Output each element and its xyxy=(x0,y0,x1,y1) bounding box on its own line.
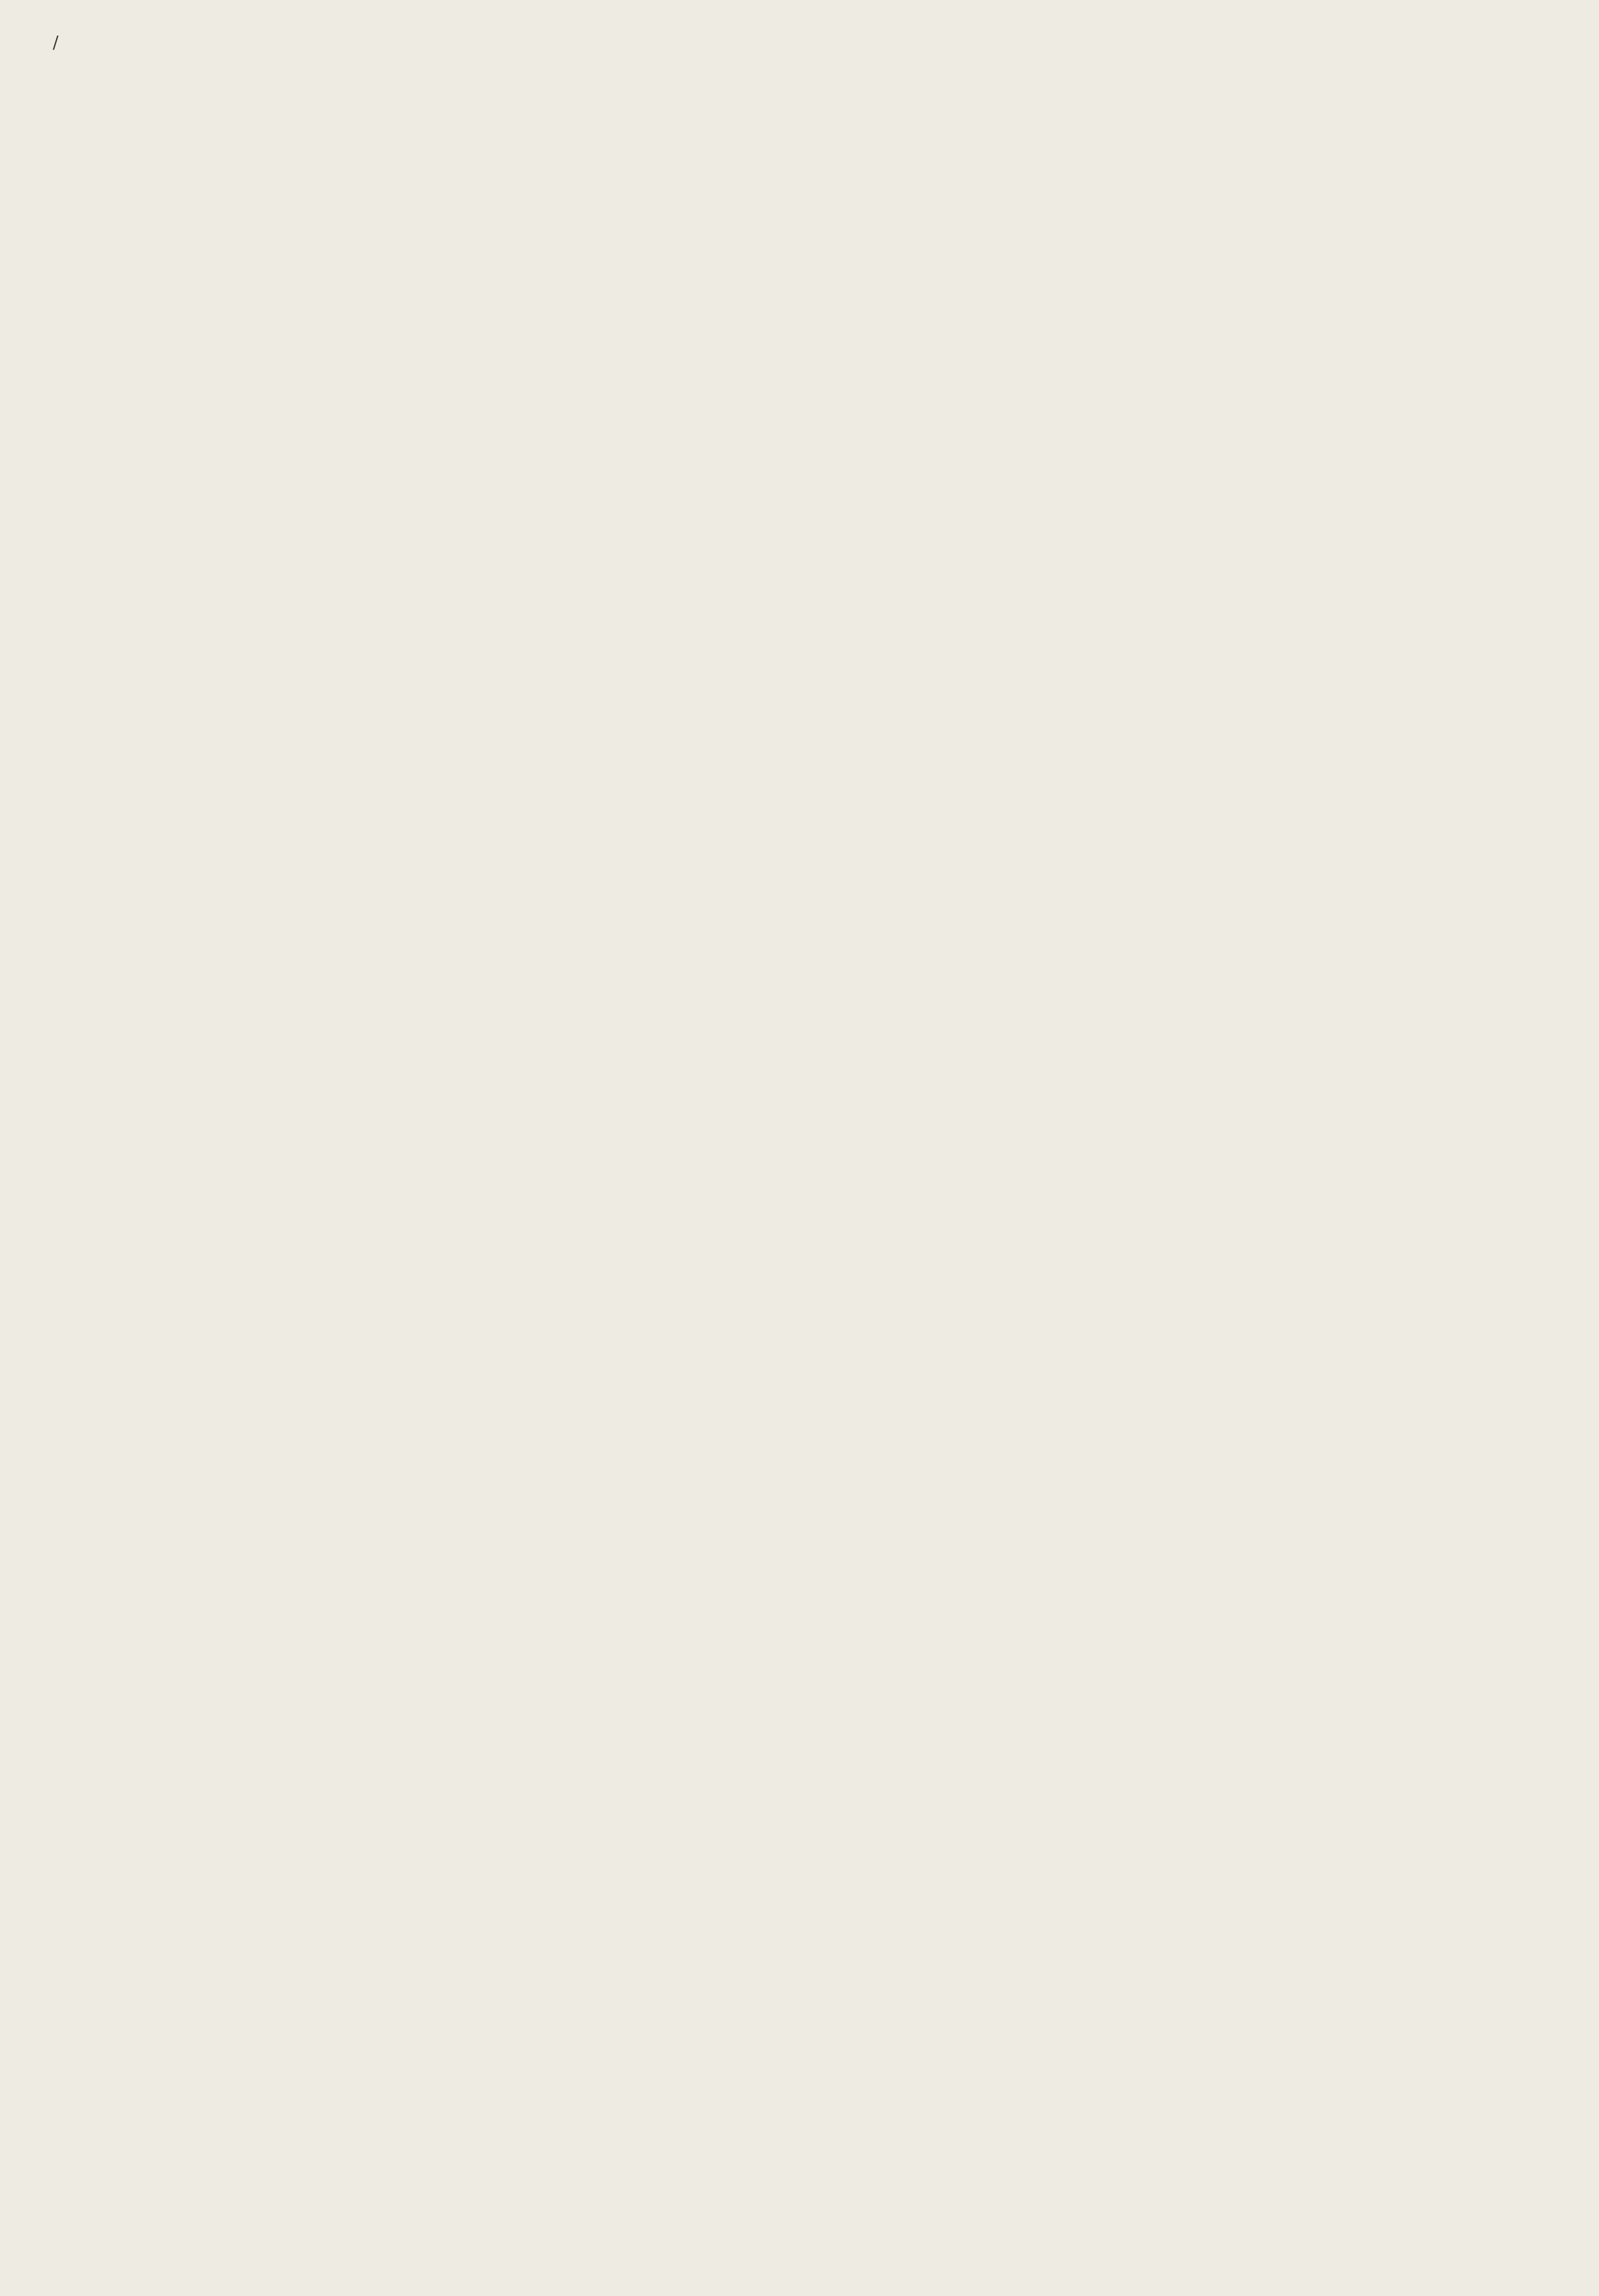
margin-mark: / xyxy=(53,33,59,53)
left-column xyxy=(82,46,798,55)
right-column xyxy=(818,46,1542,73)
